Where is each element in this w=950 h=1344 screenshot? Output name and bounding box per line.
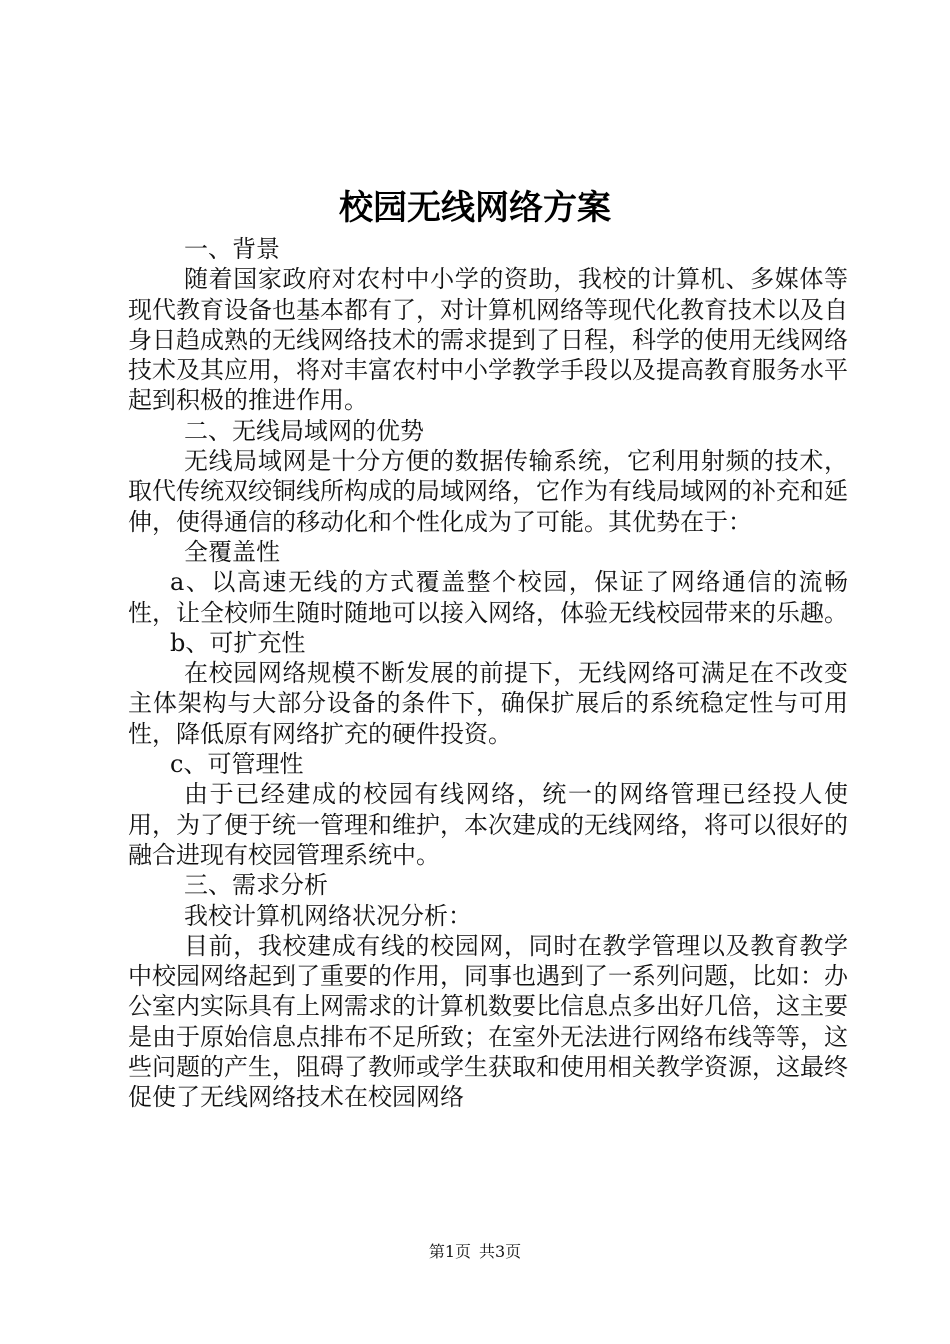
subheading-scalability: b、可扩充性 <box>170 628 306 657</box>
section-heading-background: 一、背景 <box>184 235 280 263</box>
paragraph-network-status: 目前，我校建成有线的校园网，同时在教学管理以及教育教学中校园网络起到了重要的作用，同事也遇到了一系列问题，比如：办公室内实际具有上网需求的计算机数要比信息点多出好几倍，这主要是由于原始信息点排布不足所致；在室外无法进行网络布线等等，这些问题的产生，阻碍了教师或学生获取和使用相关教学资源，这最终促使了无线网络技术在校园网络 <box>128 931 848 1112</box>
paragraph-manageability: 由于已经建成的校园有线网络，统一的网络管理已经投人使用，为了便于统一管理和维护，本次建成的无线网络，将可以很好的融合进现有校园管理系统中。 <box>128 780 848 869</box>
page-total: 共3页 <box>479 1242 522 1261</box>
section-heading-advantages: 二、无线局域网的优势 <box>184 416 424 445</box>
subheading-coverage: 全覆盖性 <box>184 537 280 566</box>
subheading-network-status: 我校计算机网络状况分析： <box>184 901 472 930</box>
subheading-manageability: c、可管理性 <box>170 750 304 779</box>
page-number: 第1页 <box>428 1242 471 1261</box>
paragraph-scalability: 在校园网络规模不断发展的前提下，无线网络可满足在不改变主体架构与大部分设备的条件下，确保扩展后的系统稳定性与可用性，降低原有网络扩充的硬件投资。 <box>128 659 848 748</box>
paragraph-coverage: a、以高速无线的方式覆盖整个校园，保证了网络通信的流畅性，让全校师生随时随地可以接入网络，体验无线校园带来的乐趣。 <box>128 568 848 627</box>
section-heading-requirements: 三、需求分析 <box>184 871 328 900</box>
document-body <box>128 234 848 1113</box>
paragraph-advantages: 无线局域网是十分方便的数据传输系统，它利用射频的技术，取代传统双绞铜线所构成的局域网络，它作为有线局域网的补充和延伸，使得通信的移动化和个性化成为了可能。其优势在于： <box>128 447 848 536</box>
document-title: 校园无线网络方案 <box>339 188 611 228</box>
paragraph-background: 随着国家政府对农村中小学的资助，我校的计算机、多媒体等现代教育设备也基本都有了，对计算机网络等现代化教育技术以及自身日趋成熟的无线网络技术的需求提到了日程，科学的使用无线网络技术及其应用，将对丰富农村中小学教学手段以及提高教育服务水平起到积极的推进作用。 <box>128 265 848 415</box>
page-footer <box>0 1240 950 1264</box>
